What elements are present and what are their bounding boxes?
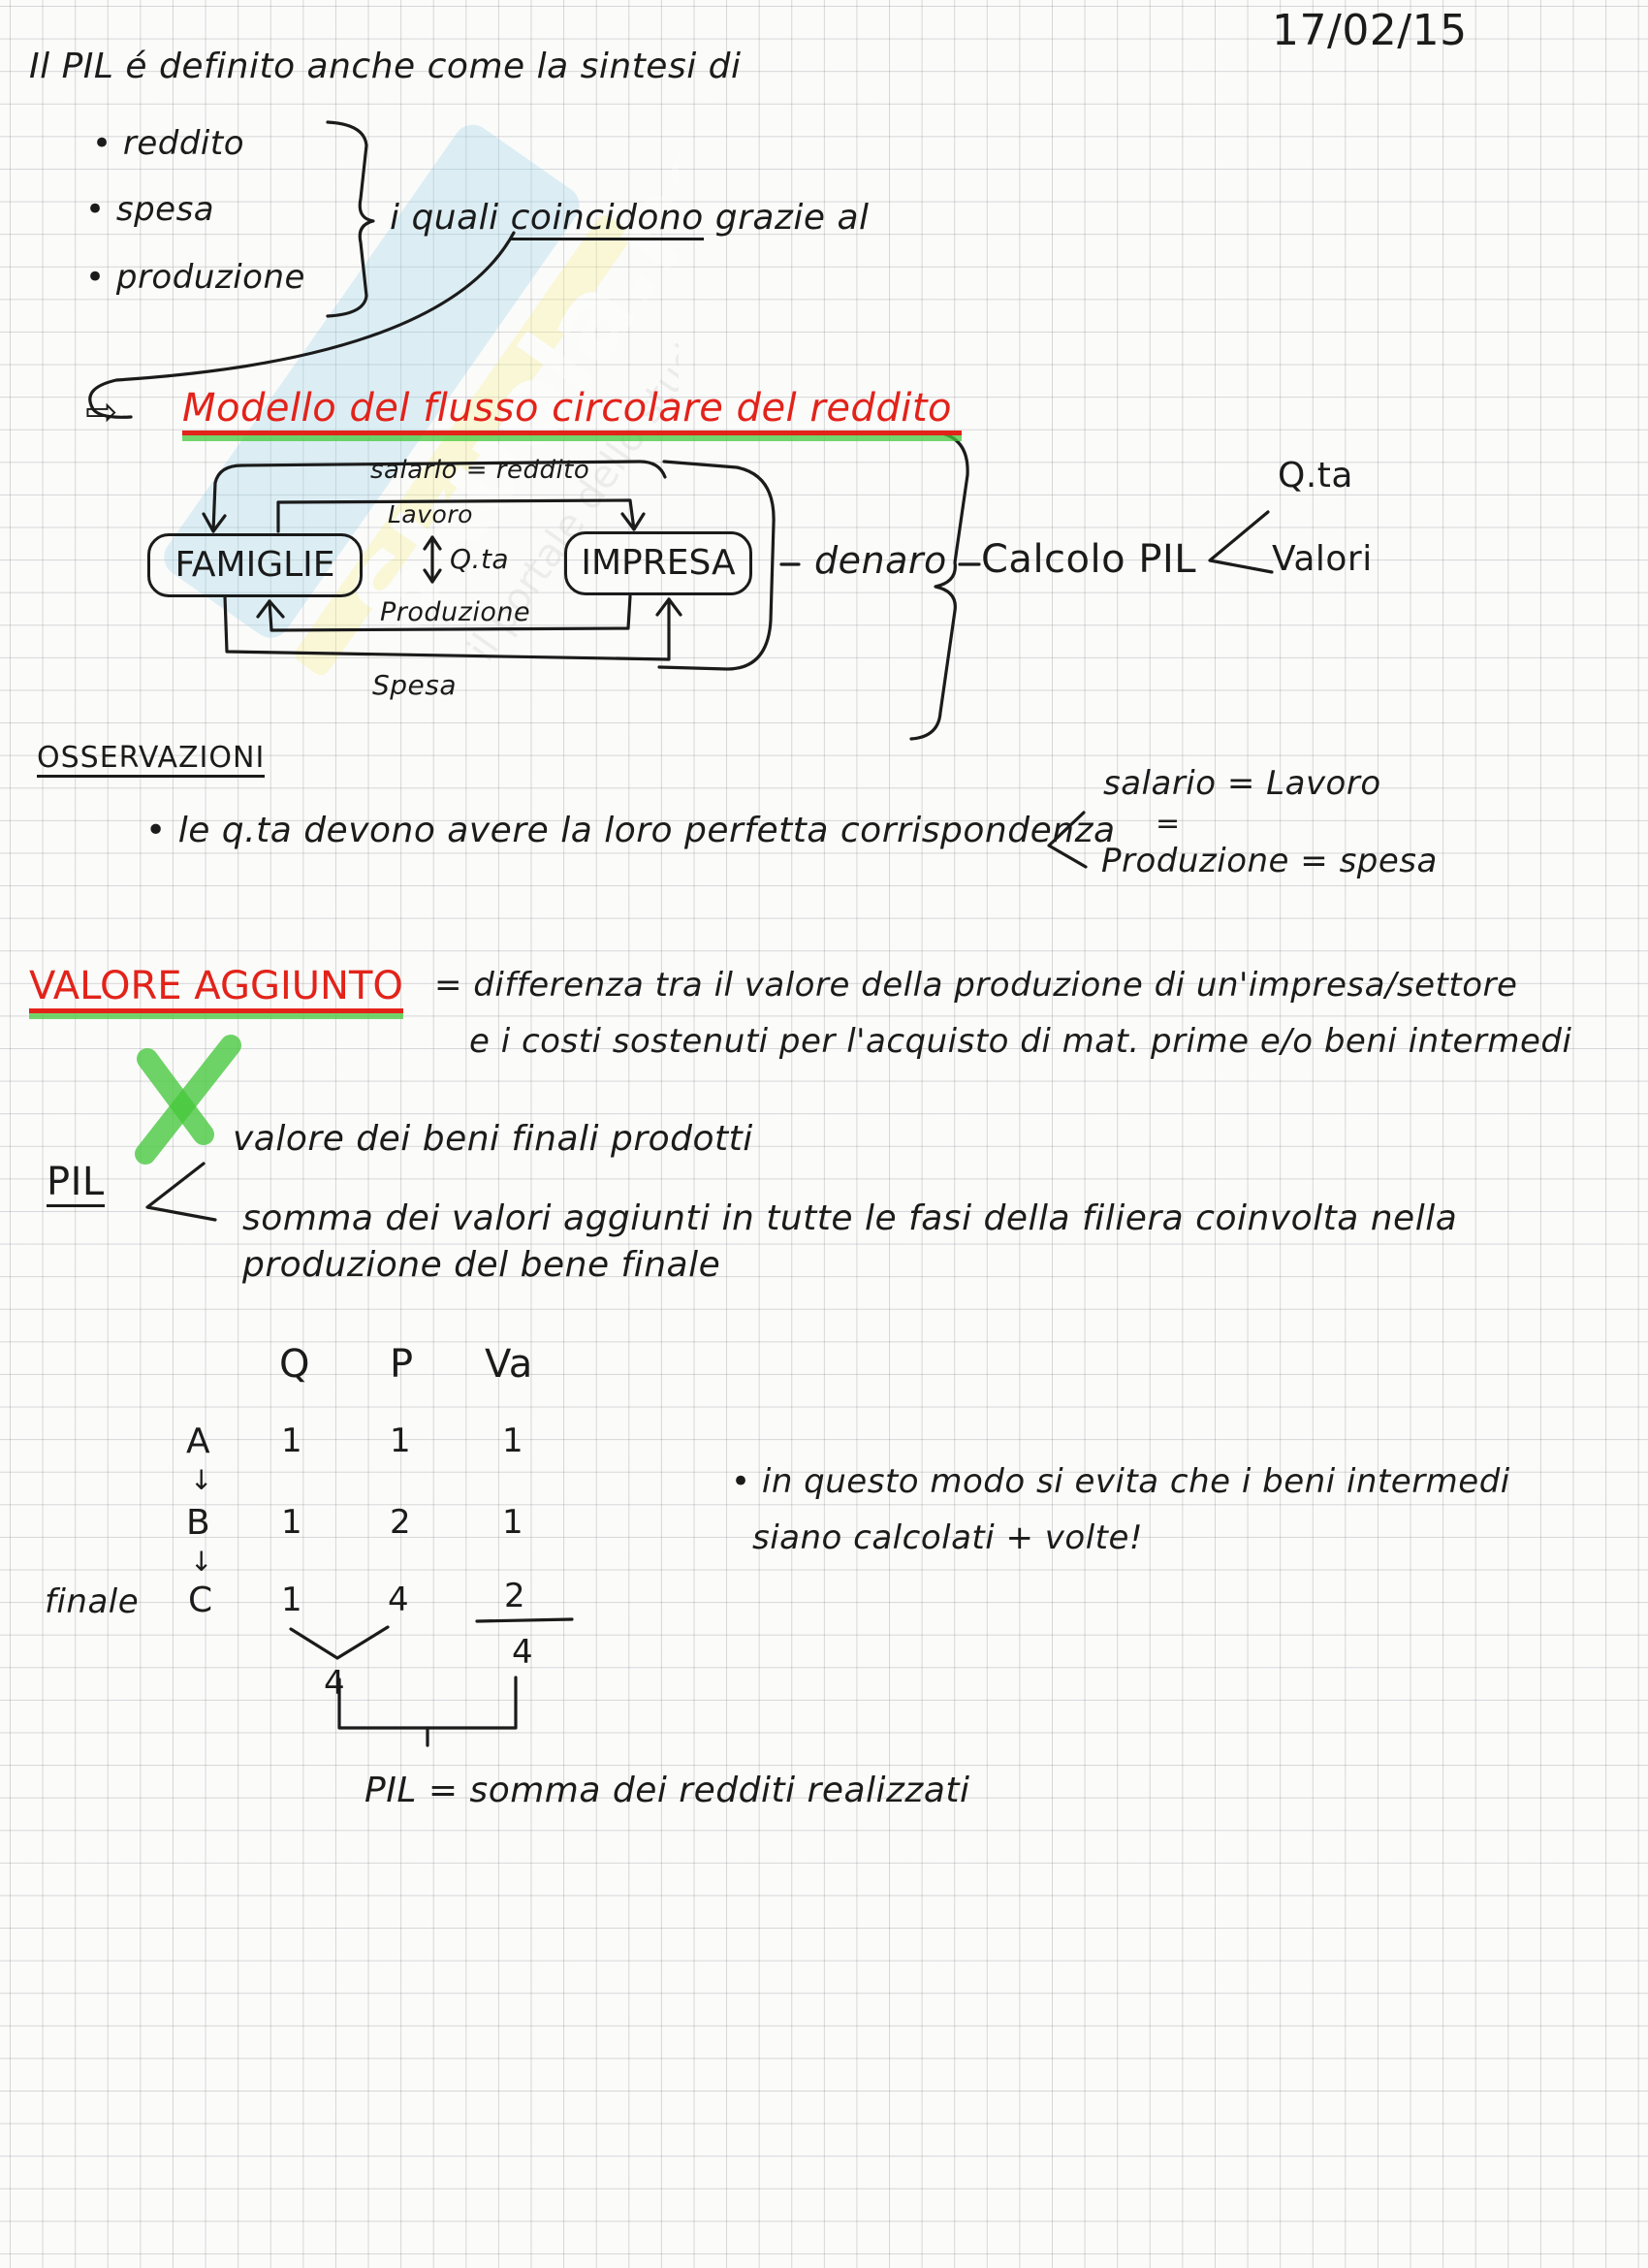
label-lavoro: Lavoro [388,500,473,528]
calcolo-branch: Q.ta [1278,456,1353,495]
coincide-line: i quali coincidono grazie al [390,198,870,238]
valore-aggiunto-def: e i costi sostenuti per l'acquisto di mat. prime e/o beni intermedi [469,1022,1572,1061]
osservazioni-item: • le q.ta devono avere la loro perfetta corrispondenza [145,811,1116,850]
table-cell: 4 [388,1581,410,1619]
bullet-item: • spesa [85,190,215,229]
equation-produzione: Produzione = spesa [1101,842,1438,880]
table-header: Va [485,1342,533,1387]
pil-label: PIL [47,1160,105,1207]
osservazioni-heading: OSSERVAZIONI [37,741,265,778]
table-cell: 1 [390,1421,412,1460]
valore-aggiunto-term: VALORE AGGIUNTO [29,964,403,1013]
note-line: • in questo modo si evita che i beni intermedi [731,1462,1510,1501]
pil-equation: PIL = somma dei redditi realizzati [364,1771,970,1810]
bullets-brace [328,122,373,316]
intro-line: Il PIL é definito anche come la sintesi di [29,47,742,86]
green-check-mark [145,1045,231,1154]
table-arrow: ↓ [190,1464,213,1496]
coincide-keyword: coincidono [511,198,704,240]
table-cell: 1 [502,1503,524,1542]
sum-value: 4 [512,1633,534,1672]
label-salario: salario = reddito [370,456,590,485]
famiglie-box: FAMIGLIE [147,533,363,597]
label-denaro: denaro [814,539,947,582]
sum-value: 4 [324,1664,346,1703]
label-qta: Q.ta [450,543,510,575]
valore-aggiunto-def: = differenza tra il valore della produzione di un'impresa/settore [434,966,1518,1005]
calcolo-branch: Valori [1272,539,1373,579]
model-title: Modello del flusso circolare del reddito [182,386,962,435]
note-line: siano calcolati + volte! [752,1518,1144,1557]
table-cell: 2 [504,1577,526,1615]
svg-text:il portale dello studente: il portale dello studente [459,265,679,670]
table-cell: 1 [281,1581,303,1619]
va-sum-line [477,1619,572,1621]
finale-label: finale [45,1582,140,1621]
date: 17/02/15 [1272,6,1468,55]
impresa-box: IMPRESA [564,531,752,595]
table-cell: 2 [390,1503,412,1542]
total-bracket [339,1677,516,1728]
pil-branch: somma dei valori aggiunti in tutte le fasi della filiera coinvolta nella [242,1198,1458,1238]
table-arrow: ↓ [190,1546,213,1578]
diagram-brace [911,432,967,739]
bullet-item: • produzione [85,258,305,297]
pil-branch: produzione del bene finale [242,1245,721,1285]
table-row-label: C [188,1581,213,1620]
table-cell: 1 [281,1421,303,1460]
equation-equals: = [1156,807,1181,841]
label-spesa: Spesa [372,669,458,701]
table-row-label: B [186,1503,211,1543]
bullet-item: • reddito [92,124,245,163]
equation-salario: salario = Lavoro [1103,764,1381,803]
table-header: Q [279,1342,310,1387]
label-produzione: Produzione [380,597,531,627]
arrow-marker: ⇨ [85,390,119,434]
calcolo-pil: Calcolo PIL [981,537,1197,582]
table-header: P [390,1342,414,1387]
pil-angle [147,1164,215,1220]
table-cell: 1 [281,1503,303,1542]
pil-branch: valore dei beni finali prodotti [233,1119,753,1159]
sum-v [291,1627,388,1658]
svg-text:Skuola.net: Skuola.net [326,58,679,658]
table-cell: 1 [502,1421,524,1460]
table-row-label: A [186,1421,211,1461]
calcolo-angle [1210,512,1272,572]
